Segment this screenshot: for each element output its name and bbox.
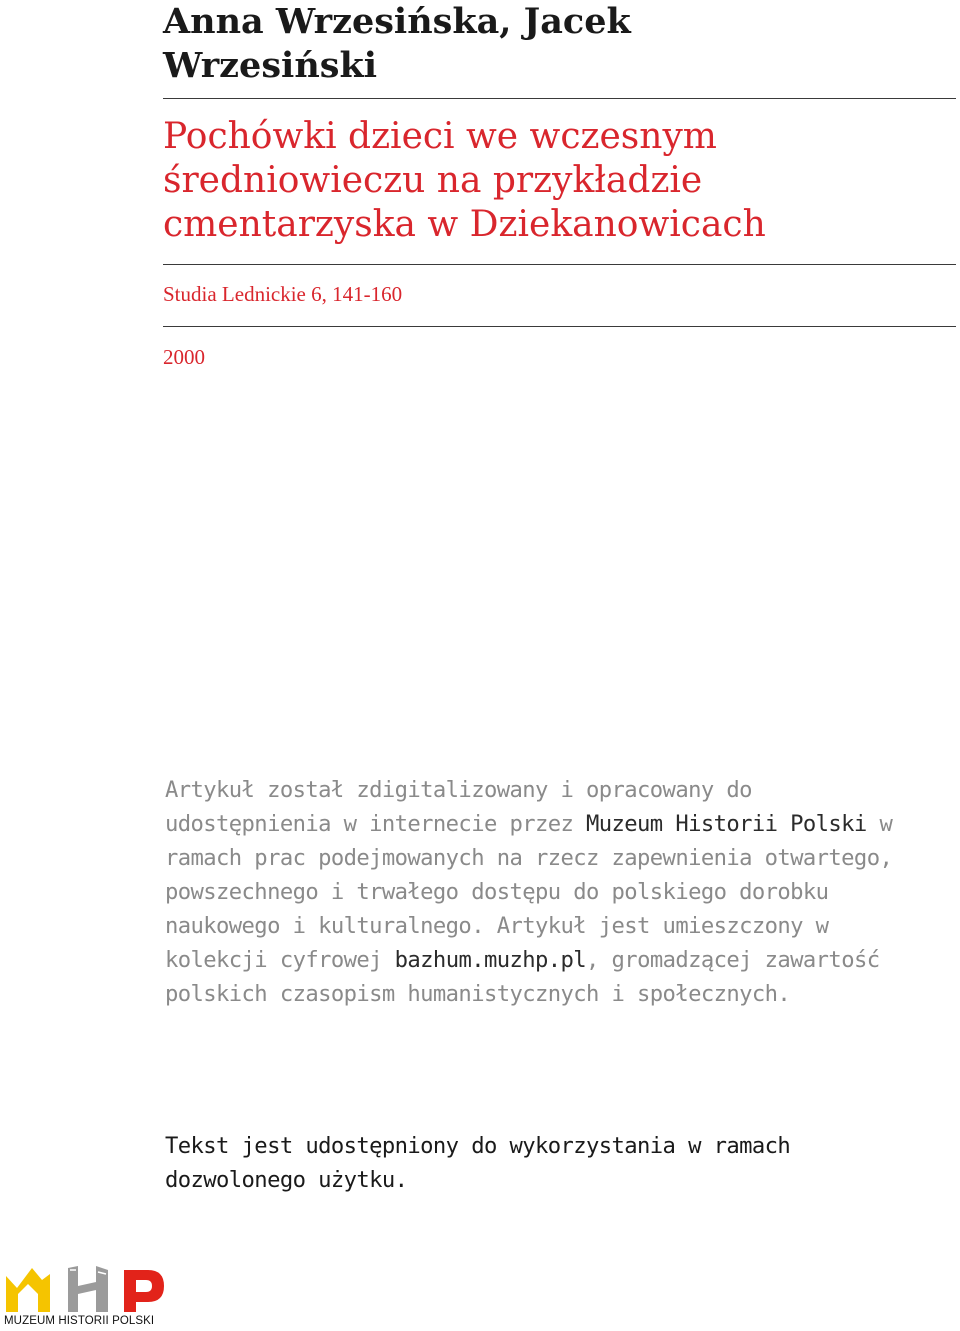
divider xyxy=(163,326,956,327)
article-title: Pochówki dzieci we wczesnym średniowieczu na przykładzie cmentarzyska w Dziekanowicach xyxy=(163,116,766,245)
logo-red-mark xyxy=(124,1270,164,1312)
license-notice: Tekst jest udostępniony do wykorzystania w ramach dozwolonego użytku. xyxy=(165,1133,791,1193)
logo-wordmark: MUZEUM HISTORII POLSKI xyxy=(4,1315,155,1327)
authors: Anna Wrzesińska, Jacek Wrzesiński xyxy=(163,1,631,86)
notice-text: , gromadzącej zawartość polskich czasopism humanistycznych i społecznych. xyxy=(165,947,880,1007)
notice-text: Artykuł został zdigitalizowany i opracowany do udostępnienia w internecie przez xyxy=(165,777,752,837)
divider xyxy=(163,98,956,99)
divider xyxy=(163,264,956,265)
digitization-notice xyxy=(165,773,925,1011)
site-link[interactable]: bazhum.muzhp.pl xyxy=(394,947,587,973)
notice-text: w ramach prac podejmowanych na rzecz zapewnienia otwartego, powszechnego i trwałego dostępu do polskiego dorobku naukowego i kulturalnego. Artykuł jest umieszczony w kolekcji cyfrowej xyxy=(165,811,893,973)
publication-year: 2000 xyxy=(163,345,205,369)
journal-citation: Studia Lednickie 6, 141-160 xyxy=(163,282,403,306)
museum-name: Muzeum Historii Polski xyxy=(586,811,867,837)
